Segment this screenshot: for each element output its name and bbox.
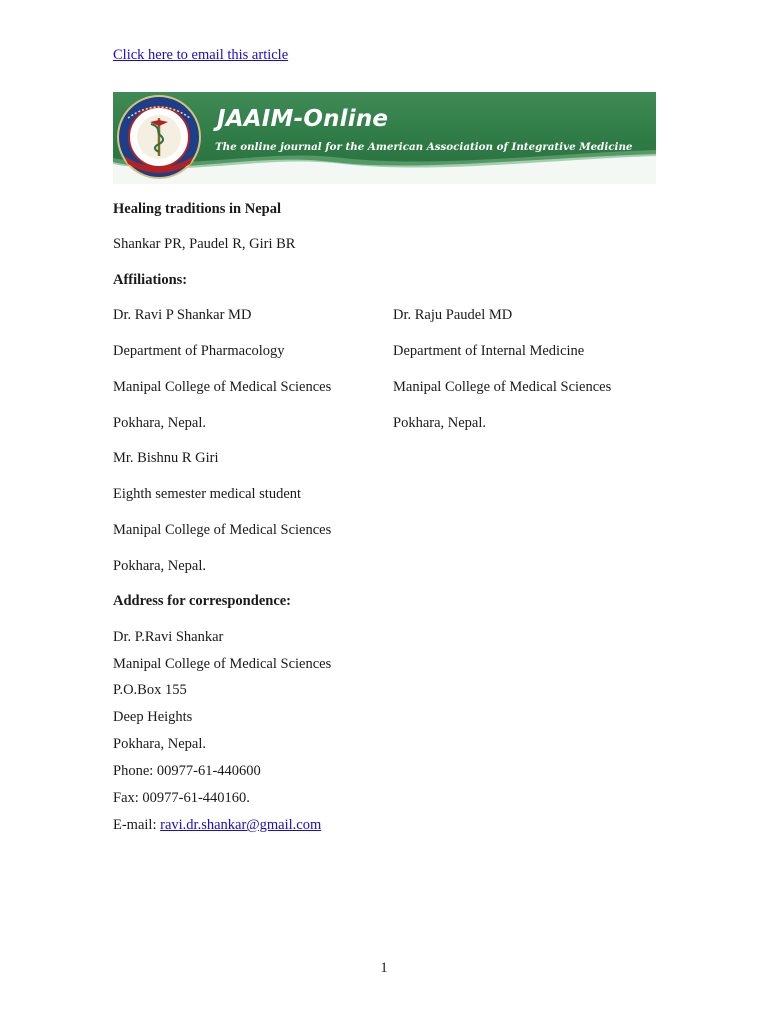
email-article-link[interactable]: Click here to email this article	[113, 47, 289, 63]
page-number: 1	[380, 960, 388, 976]
affiliation-3-role: Eighth semester medical student	[113, 486, 302, 502]
affiliation-1-institution: Manipal College of Medical Sciences	[113, 379, 332, 395]
correspondence-email-link[interactable]: ravi.dr.shankar@gmail.com	[160, 817, 322, 833]
correspondence-city: Pokhara, Nepal.	[113, 736, 207, 752]
correspondence-area: Deep Heights	[113, 709, 193, 725]
article-title: Healing traditions in Nepal	[113, 201, 281, 217]
affiliation-2-city: Pokhara, Nepal.	[393, 415, 487, 431]
correspondence-heading: Address for correspondence:	[113, 593, 292, 609]
correspondence-email-line	[113, 816, 321, 834]
affiliation-2-institution: Manipal College of Medical Sciences	[393, 379, 612, 395]
correspondence-fax: Fax: 00977-61-440160.	[113, 790, 250, 806]
affiliation-1-city: Pokhara, Nepal.	[113, 415, 207, 431]
affiliation-3-city: Pokhara, Nepal.	[113, 558, 207, 574]
correspondence-phone: Phone: 00977-61-440600	[113, 763, 261, 779]
affiliation-3-institution: Manipal College of Medical Sciences	[113, 522, 332, 538]
email-label: E-mail:	[113, 817, 161, 833]
affiliations-heading: Affiliations:	[113, 272, 188, 288]
correspondence-pobox: P.O.Box 155	[113, 682, 187, 698]
affiliation-3-name: Mr. Bishnu R Giri	[113, 450, 219, 466]
aaim-seal-logo	[116, 94, 202, 180]
correspondence-institution: Manipal College of Medical Sciences	[113, 656, 332, 672]
journal-banner	[113, 92, 656, 184]
correspondence-name: Dr. P.Ravi Shankar	[113, 629, 224, 645]
journal-subtitle: The online journal for the American Association of Integrative Medicine	[215, 141, 633, 153]
affiliation-1-name: Dr. Ravi P Shankar MD	[113, 307, 252, 323]
affiliation-2-name: Dr. Raju Paudel MD	[393, 307, 513, 323]
affiliation-1-department: Department of Pharmacology	[113, 343, 285, 359]
affiliation-2-department: Department of Internal Medicine	[393, 343, 585, 359]
article-authors: Shankar PR, Paudel R, Giri BR	[113, 236, 296, 252]
journal-title: JAAIM-Online	[217, 106, 389, 132]
